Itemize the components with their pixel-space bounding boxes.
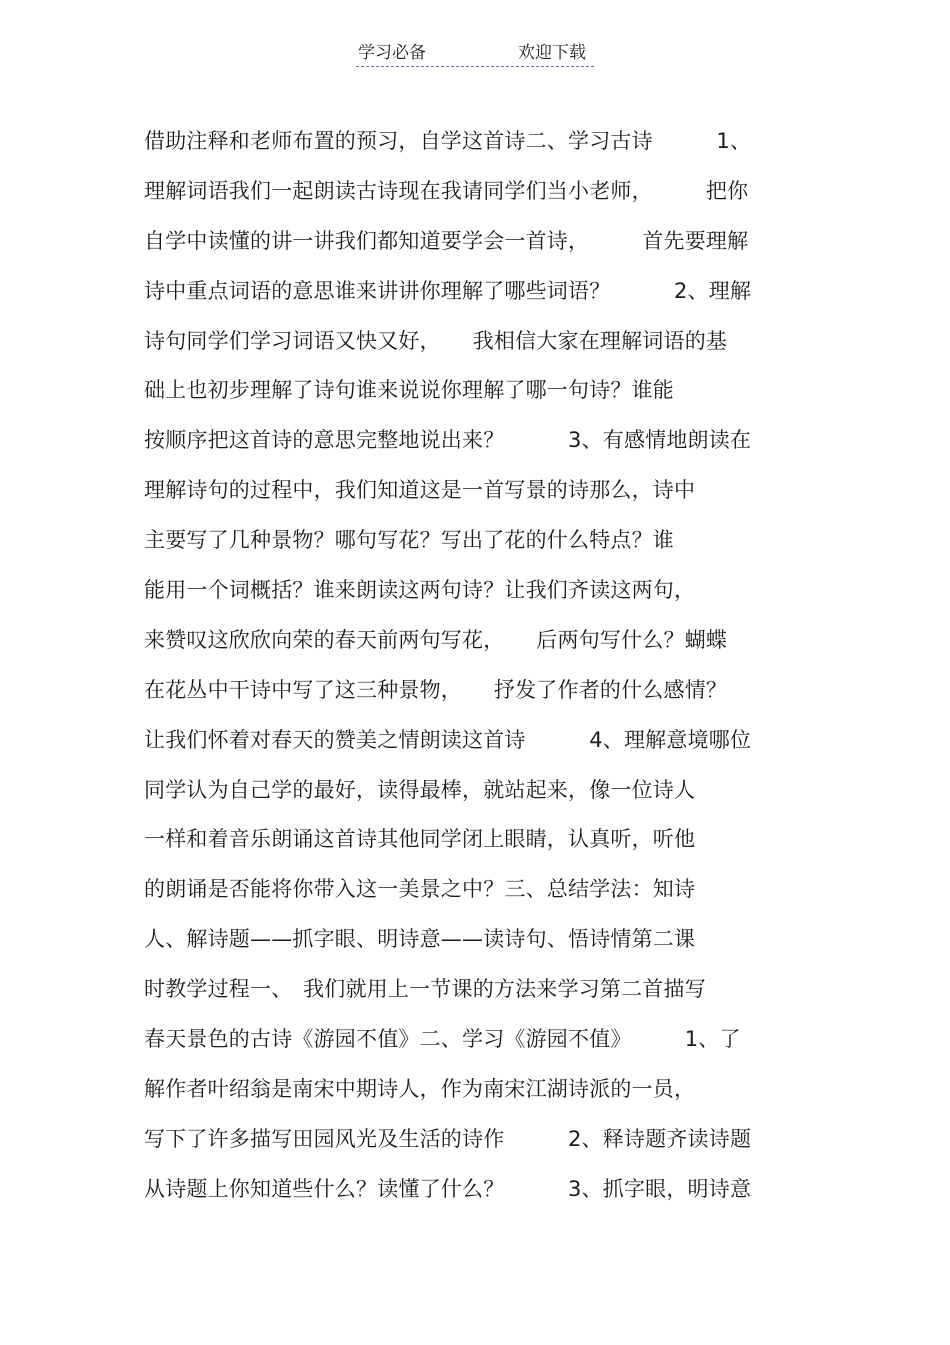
text-line: 时教学过程一、 我们就用上一节课的方法来学习第二首描写 [144,977,706,1002]
text-line: 理解诗句的过程中，我们知道这是一首写景的诗那么，诗中 [144,478,696,503]
text-line: 来赞叹这欣欣向荣的春天前两句写花， 后两句写什么？蝴蝶 [144,627,728,652]
text-line: 主要写了几种景物？哪句写花？写出了花的什么特点？谁 [144,528,674,553]
text-line: 春天景色的古诗《游园不值》二、学习《游园不值》 1、了 [144,1027,741,1052]
text-line: 理解词语我们一起朗读古诗现在我请同学们当小老师， 把你 [144,178,749,203]
page-header [356,42,594,67]
header-right-text: 欢迎下载 [518,43,586,63]
text-line: 自学中读懂的讲一讲我们都知道要学会一首诗， 首先要理解 [144,228,749,253]
text-line: 解作者叶绍翁是南宋中期诗人，作为南宋江湖诗派的一员， [144,1076,696,1101]
text-line: 让我们怀着对春天的赞美之情朗读这首诗 4、理解意境哪位 [144,727,752,752]
text-line: 同学认为自己学的最好，读得最棒，就站起来，像一位诗人 [144,777,696,802]
text-line: 诗句同学们学习词语又快又好， 我相信大家在理解词语的基 [144,328,728,353]
text-line: 的朗诵是否能将你带入这一美景之中？三、总结学法：知诗 [144,877,696,902]
document-body [144,117,824,1215]
text-line: 借助注释和老师布置的预习，自学这首诗二、学习古诗 1、 [144,129,752,153]
text-line: 人、解诗题——抓字眼、明诗意——读诗句、悟诗情第二课 [144,927,696,952]
text-line: 础上也初步理解了诗句谁来说说你理解了哪一句诗？谁能 [144,378,674,403]
text-line: 按顺序把这首诗的意思完整地说出来？ 3、有感情地朗读在 [144,428,752,453]
text-line: 在花丛中干诗中写了这三种景物， 抒发了作者的什么感情？ [144,677,728,702]
text-line: 诗中重点词语的意思谁来讲讲你理解了哪些词语？ 2、理解 [144,278,752,303]
text-line: 写下了许多描写田园风光及生活的诗作 2、释诗题齐读诗题 [144,1126,752,1151]
text-line: 一样和着音乐朗诵这首诗其他同学闭上眼睛，认真听，听他 [144,827,696,852]
header-left-text: 学习必备 [358,43,426,63]
text-line: 从诗题上你知道些什么？读懂了什么？ 3、抓字眼，明诗意 [144,1176,752,1201]
text-line: 能用一个词概括？谁来朗读这两句诗？让我们齐读这两句， [144,578,696,603]
